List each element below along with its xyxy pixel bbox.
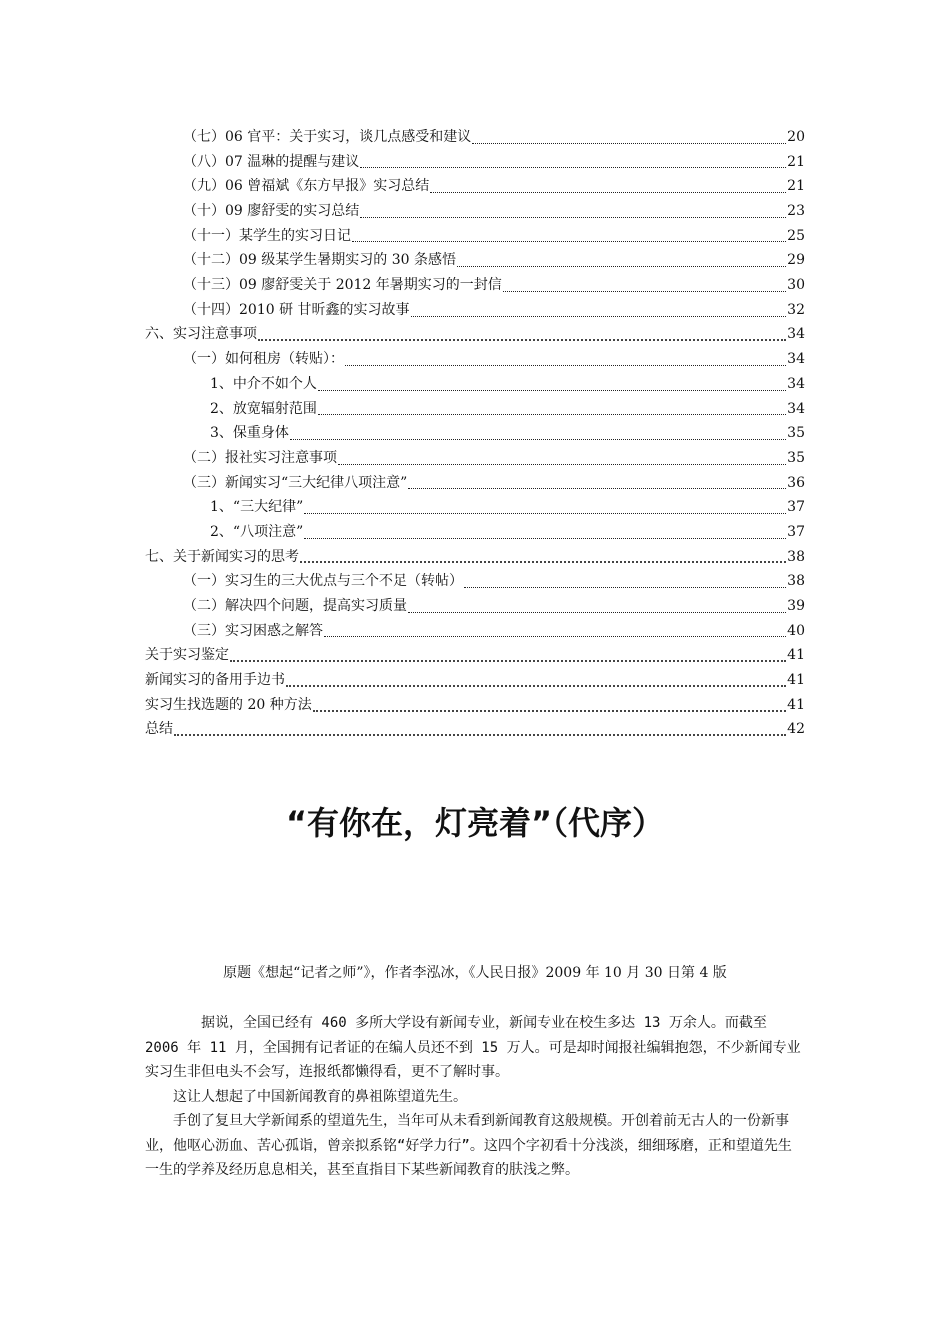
toc-leader-dots: [503, 291, 786, 292]
toc-entry[interactable]: [145, 693, 805, 718]
toc-entry-label: （三）实习困惑之解答: [183, 622, 323, 639]
toc-leader-dots: [464, 587, 786, 588]
toc-page-number: 41: [787, 696, 805, 713]
toc-entry-label: 六、实习注意事项: [145, 326, 257, 343]
toc-entry-label: （一）如何租房（转贴）：: [183, 351, 344, 368]
toc-leader-dots: [174, 734, 786, 736]
toc-leader-dots: [360, 217, 786, 218]
toc-entry[interactable]: [145, 446, 805, 471]
toc-leader-dots: [472, 143, 786, 144]
toc-entry[interactable]: [145, 150, 805, 175]
toc-entry-label: 2、“八项注意”: [210, 523, 304, 540]
toc-entry[interactable]: [145, 347, 805, 372]
toc-leader-dots: [338, 464, 786, 465]
toc-entry[interactable]: [145, 471, 805, 496]
toc-entry[interactable]: [145, 495, 805, 520]
toc-entry[interactable]: [145, 421, 805, 446]
toc-entry[interactable]: [145, 397, 805, 422]
toc-leader-dots: [352, 241, 786, 242]
toc-leader-dots: [360, 167, 786, 168]
toc-page-number: 41: [787, 647, 805, 664]
toc-leader-dots: [408, 612, 786, 613]
toc-page-number: 32: [787, 301, 805, 318]
toc-page-number: 20: [787, 128, 805, 145]
toc-entry-label: （二）报社实习注意事项: [183, 449, 337, 466]
toc-entry-label: （十二）09 级某学生暑期实习的 30 条感悟: [183, 252, 456, 269]
toc-entry-label: 1、“三大纪律”: [210, 499, 304, 516]
toc-page-number: 37: [787, 523, 805, 540]
toc-page-number: 42: [787, 721, 805, 738]
toc-page-number: 34: [787, 326, 805, 343]
toc-page-number: 38: [787, 573, 805, 590]
toc-leader-dots: [457, 266, 786, 267]
toc-leader-dots: [286, 685, 786, 687]
toc-entry[interactable]: [145, 545, 805, 570]
toc-entry[interactable]: [145, 224, 805, 249]
toc-page-number: 23: [787, 203, 805, 220]
toc-page-number: 38: [787, 548, 805, 565]
toc-entry-label: （二）解决四个问题，提高实习质量: [183, 598, 407, 615]
toc-entry-label: 总结: [145, 721, 173, 738]
toc-leader-dots: [304, 513, 786, 514]
toc-leader-dots: [345, 365, 786, 366]
toc-leader-dots: [258, 339, 786, 341]
toc-leader-dots: [304, 538, 786, 539]
toc-page-number: 34: [787, 351, 805, 368]
toc-leader-dots: [408, 488, 786, 489]
toc-page-number: 25: [787, 227, 805, 244]
toc-entry-label: （七）06 官平：关于实习，谈几点感受和建议: [183, 128, 472, 145]
source-line: 原题《想起“记者之师”》，作者李泓冰，《人民日报》2009 年 10 月 30 日第 4 版: [223, 965, 727, 981]
toc-entry-label: （十）09 廖舒雯的实习总结: [183, 203, 360, 220]
toc-page-number: 29: [787, 252, 805, 269]
toc-page-number: 21: [787, 178, 805, 195]
toc-entry[interactable]: [145, 248, 805, 273]
toc-entry-label: 3、保重身体: [210, 425, 289, 442]
toc-leader-dots: [290, 439, 786, 440]
toc-entry-label: （三）新闻实习“三大纪律八项注意”: [183, 474, 408, 491]
toc-entry[interactable]: [145, 273, 805, 298]
toc-entry[interactable]: [145, 174, 805, 199]
toc-page-number: 21: [787, 153, 805, 170]
body-text: [145, 1011, 805, 1183]
toc-entry[interactable]: [145, 372, 805, 397]
toc-page-number: 37: [787, 499, 805, 516]
toc-entry[interactable]: [145, 298, 805, 323]
toc-entry-label: （八）07 温琳的提醒与建议: [183, 153, 360, 170]
toc-entry[interactable]: [145, 643, 805, 668]
toc-entry-label: 1、中介不如个人: [210, 375, 317, 392]
toc-entry-label: （九）06 曾福斌《东方早报》实习总结: [183, 178, 430, 195]
toc-leader-dots: [411, 316, 787, 317]
toc-leader-dots: [324, 636, 786, 637]
section-title: “有你在，灯亮着”（代序）: [285, 804, 665, 842]
toc-page-number: 35: [787, 425, 805, 442]
toc-leader-dots: [430, 192, 786, 193]
toc-entry-label: （一）实习生的三大优点与三个不足（转帖）: [183, 573, 463, 590]
toc-entry-label: （十一）某学生的实习日记: [183, 227, 351, 244]
toc-page-number: 30: [787, 277, 805, 294]
toc-entry-label: 新闻实习的备用手边书: [145, 672, 285, 689]
toc-entry[interactable]: [145, 520, 805, 545]
toc-page-number: 41: [787, 672, 805, 689]
toc-entry[interactable]: [145, 619, 805, 644]
toc-page-number: 34: [787, 400, 805, 417]
toc-entry-label: 七、关于新闻实习的思考: [145, 548, 299, 565]
toc-entry[interactable]: [145, 668, 805, 693]
toc-entry[interactable]: [145, 718, 805, 743]
toc-page-number: 34: [787, 375, 805, 392]
toc-leader-dots: [230, 660, 786, 662]
toc-entry-label: （十三）09 廖舒雯关于 2012 年暑期实习的一封信: [183, 277, 502, 294]
body-paragraph: 手创了复旦大学新闻系的望道先生，当年可从未看到新闻教育这般规模。开创着前无古人的一份新事业，他呕心沥血、苦心孤诣，曾亲拟系铭“好学力行”。这四个字初看十分浅淡，细细琢磨，正和望道先生一生的学养及经历息息相关，甚至直指目下某些新闻教育的肤浅之弊。: [145, 1113, 792, 1178]
toc-page-number: 40: [787, 622, 805, 639]
toc-entry[interactable]: [145, 323, 805, 348]
toc-leader-dots: [313, 710, 786, 712]
toc-entry-label: （十四）2010 研 甘昕鑫的实习故事: [183, 301, 410, 318]
toc-entry-label: 关于实习鉴定: [145, 647, 229, 664]
toc-page-number: 35: [787, 449, 805, 466]
toc-entry-label: 2、放宽辐射范围: [210, 400, 317, 417]
toc-entry[interactable]: [145, 569, 805, 594]
toc-leader-dots: [300, 561, 786, 563]
table-of-contents: [145, 125, 805, 742]
toc-entry-label: 实习生找选题的 20 种方法: [145, 696, 312, 713]
toc-page-number: 39: [787, 598, 805, 615]
toc-leader-dots: [318, 414, 786, 415]
body-paragraph: 据说，全国已经有 460 多所大学设有新闻专业，新闻专业在校生多达 13 万余人。而截至 2006 年 11 月，全国拥有记者证的在编人员还不到 15 万人。可是却时闻报社编辑抱怨，不少新闻专业实习生非但电头不会写，连报纸都懒得看，更不了解时事。: [145, 1015, 801, 1080]
toc-entry[interactable]: [145, 199, 805, 224]
toc-leader-dots: [318, 390, 786, 391]
body-paragraph: 这让人想起了中国新闻教育的鼻祖陈望道先生。: [173, 1088, 467, 1105]
toc-entry[interactable]: [145, 594, 805, 619]
toc-entry[interactable]: [145, 125, 805, 150]
toc-page-number: 36: [787, 474, 805, 491]
